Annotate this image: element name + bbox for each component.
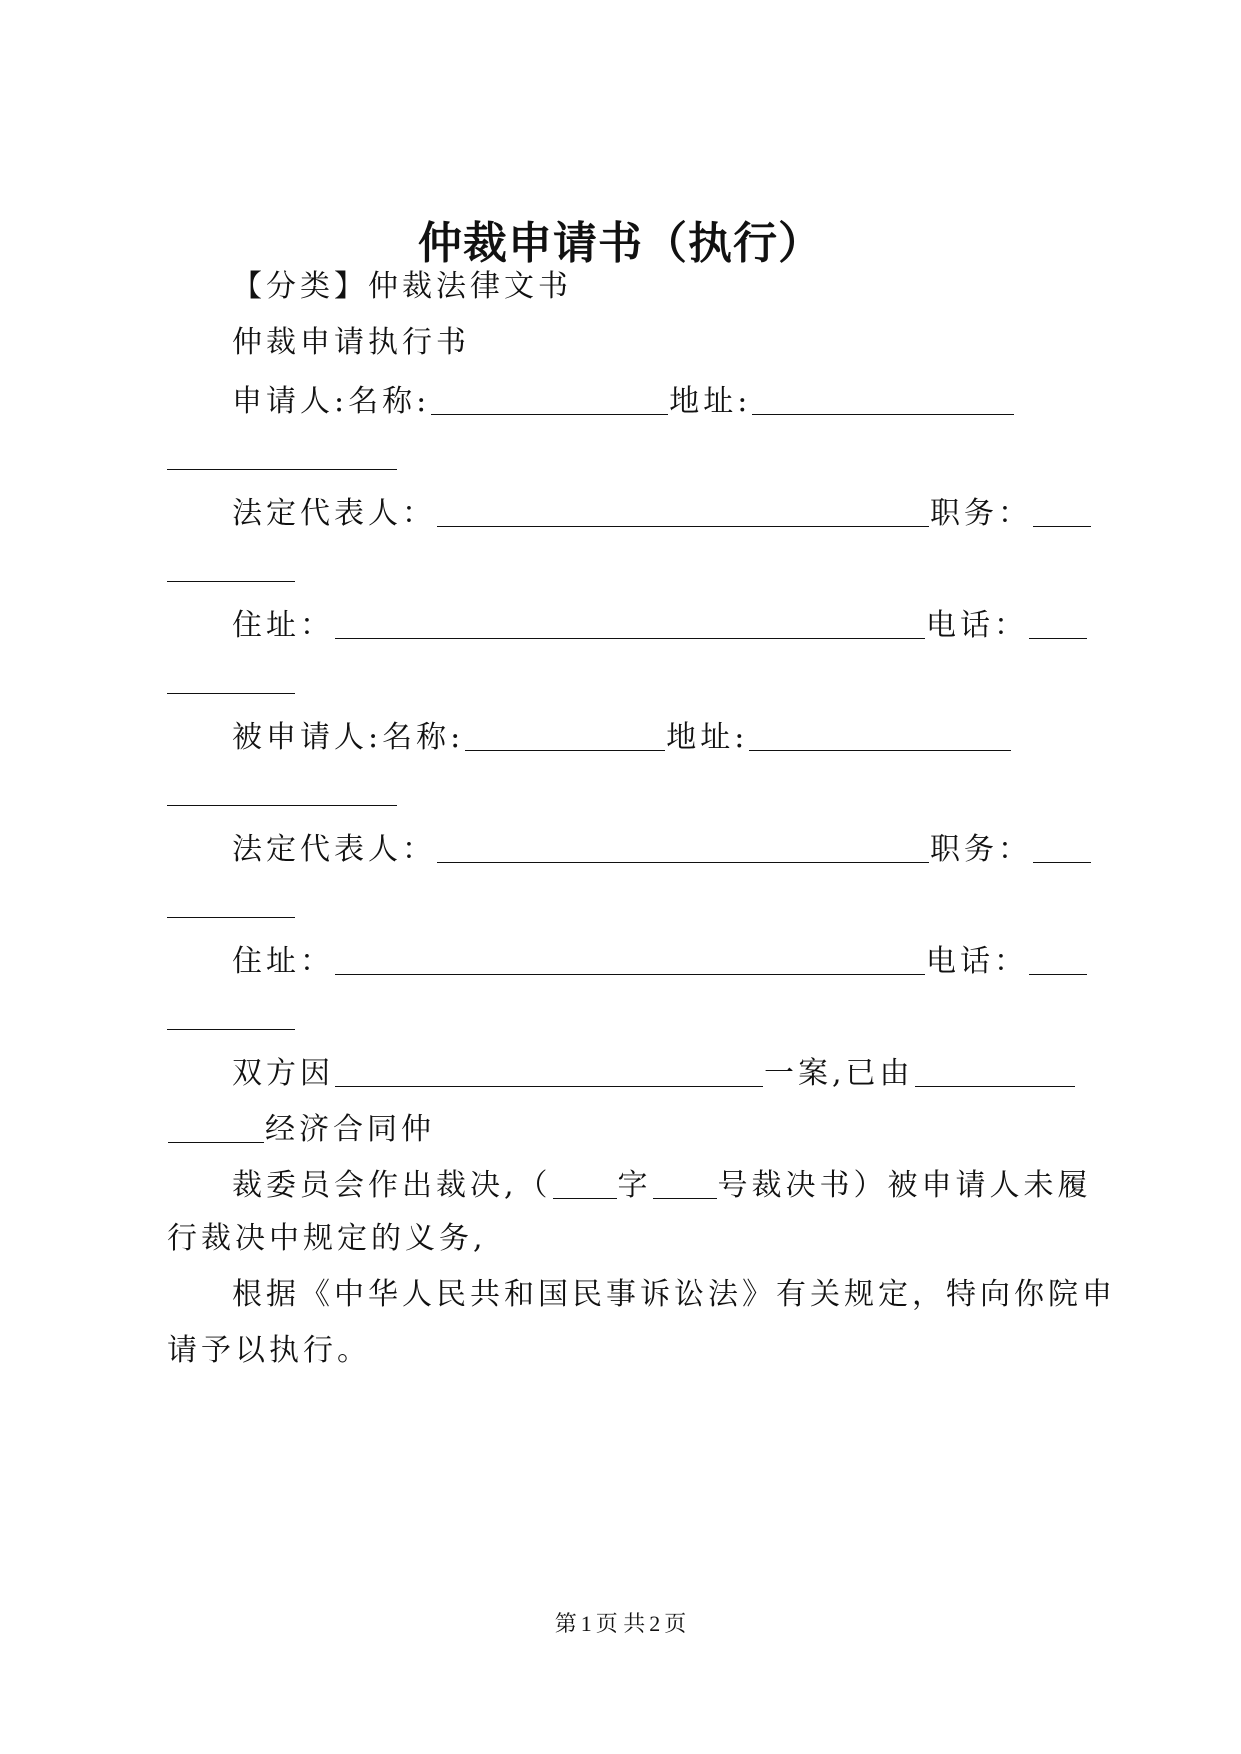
- applicant-rep-line: [232, 496, 1092, 529]
- applicant-phone-blank[interactable]: [1029, 608, 1087, 639]
- respondent-label: 被申请人:: [232, 720, 383, 755]
- applicant-rep-label: 法定代表人：: [232, 496, 436, 531]
- respondent-address-label: 地址:: [666, 720, 749, 755]
- applicant-phone-label: 电话：: [926, 608, 1028, 643]
- applicant-label: 申请人:: [232, 384, 349, 419]
- committee-blank[interactable]: [915, 1056, 1075, 1087]
- respondent-position-blank[interactable]: [1033, 832, 1091, 863]
- body-p2-line2: 行裁决中规定的义务,: [167, 1221, 487, 1256]
- applicant-residence-line: [232, 608, 1088, 641]
- applicant-line: [232, 384, 1015, 417]
- award-word-blank[interactable]: [553, 1168, 617, 1199]
- applicant-position-blank-cont[interactable]: [167, 581, 295, 582]
- applicant-name-label: 名称:: [348, 384, 431, 419]
- applicant-address-blank-cont[interactable]: [167, 469, 397, 470]
- respondent-rep-blank[interactable]: [437, 832, 929, 863]
- page-footer: [0, 1613, 1241, 1635]
- body-text: 裁委员会作出裁决,（: [232, 1168, 552, 1203]
- document-title: 仲裁申请书（执行）: [418, 218, 823, 269]
- respondent-position-blank-cont[interactable]: [167, 917, 295, 918]
- respondent-residence-label: 住址：: [232, 944, 334, 979]
- respondent-rep-label: 法定代表人：: [232, 832, 436, 867]
- respondent-line: [232, 720, 1012, 753]
- body-p2-line1: [232, 1168, 1092, 1201]
- applicant-name-blank[interactable]: [431, 384, 668, 415]
- applicant-rep-blank[interactable]: [437, 496, 929, 527]
- respondent-address-blank-cont[interactable]: [167, 805, 397, 806]
- respondent-phone-label: 电话：: [926, 944, 1028, 979]
- applicant-address-blank[interactable]: [752, 384, 1014, 415]
- applicant-position-blank[interactable]: [1033, 496, 1091, 527]
- respondent-position-label: 职务：: [930, 832, 1032, 867]
- respondent-name-blank[interactable]: [465, 720, 665, 751]
- page-total: 2: [649, 1611, 661, 1636]
- respondent-rep-line: [232, 832, 1092, 865]
- body-text: 一案,已由: [764, 1056, 914, 1091]
- footer-text: 第: [554, 1611, 577, 1636]
- body-p1-line2: [167, 1112, 435, 1145]
- body-p1-line1: [232, 1056, 1076, 1089]
- page-number: 1: [580, 1611, 592, 1636]
- body-text: 字: [617, 1168, 652, 1203]
- applicant-address-label: 地址:: [669, 384, 752, 419]
- body-text: 双方因: [232, 1056, 334, 1091]
- applicant-position-label: 职务：: [930, 496, 1032, 531]
- respondent-residence-blank[interactable]: [335, 944, 925, 975]
- body-text: 经济合同仲: [265, 1112, 435, 1147]
- subtitle: 仲裁申请执行书: [232, 325, 470, 360]
- category-line: 【分类】仲裁法律文书: [232, 269, 572, 304]
- respondent-address-blank[interactable]: [749, 720, 1011, 751]
- body-p3-line2: 请予以执行。: [167, 1333, 371, 1368]
- respondent-phone-blank-cont[interactable]: [167, 1029, 295, 1030]
- applicant-residence-label: 住址：: [232, 608, 334, 643]
- case-blank[interactable]: [335, 1056, 763, 1087]
- applicant-residence-blank[interactable]: [335, 608, 925, 639]
- body-text: 号裁决书）被申请人未履: [717, 1168, 1092, 1203]
- respondent-residence-line: [232, 944, 1088, 977]
- body-p3-line1: 根据《中华人民共和国民事诉讼法》有关规定，特向你院申: [232, 1277, 1116, 1312]
- applicant-phone-blank-cont[interactable]: [167, 693, 295, 694]
- committee-blank-cont[interactable]: [168, 1112, 264, 1143]
- footer-text: 页: [664, 1611, 687, 1636]
- award-number-blank[interactable]: [653, 1168, 717, 1199]
- respondent-name-label: 名称:: [382, 720, 465, 755]
- respondent-phone-blank[interactable]: [1029, 944, 1087, 975]
- footer-text: 页 共: [595, 1611, 646, 1636]
